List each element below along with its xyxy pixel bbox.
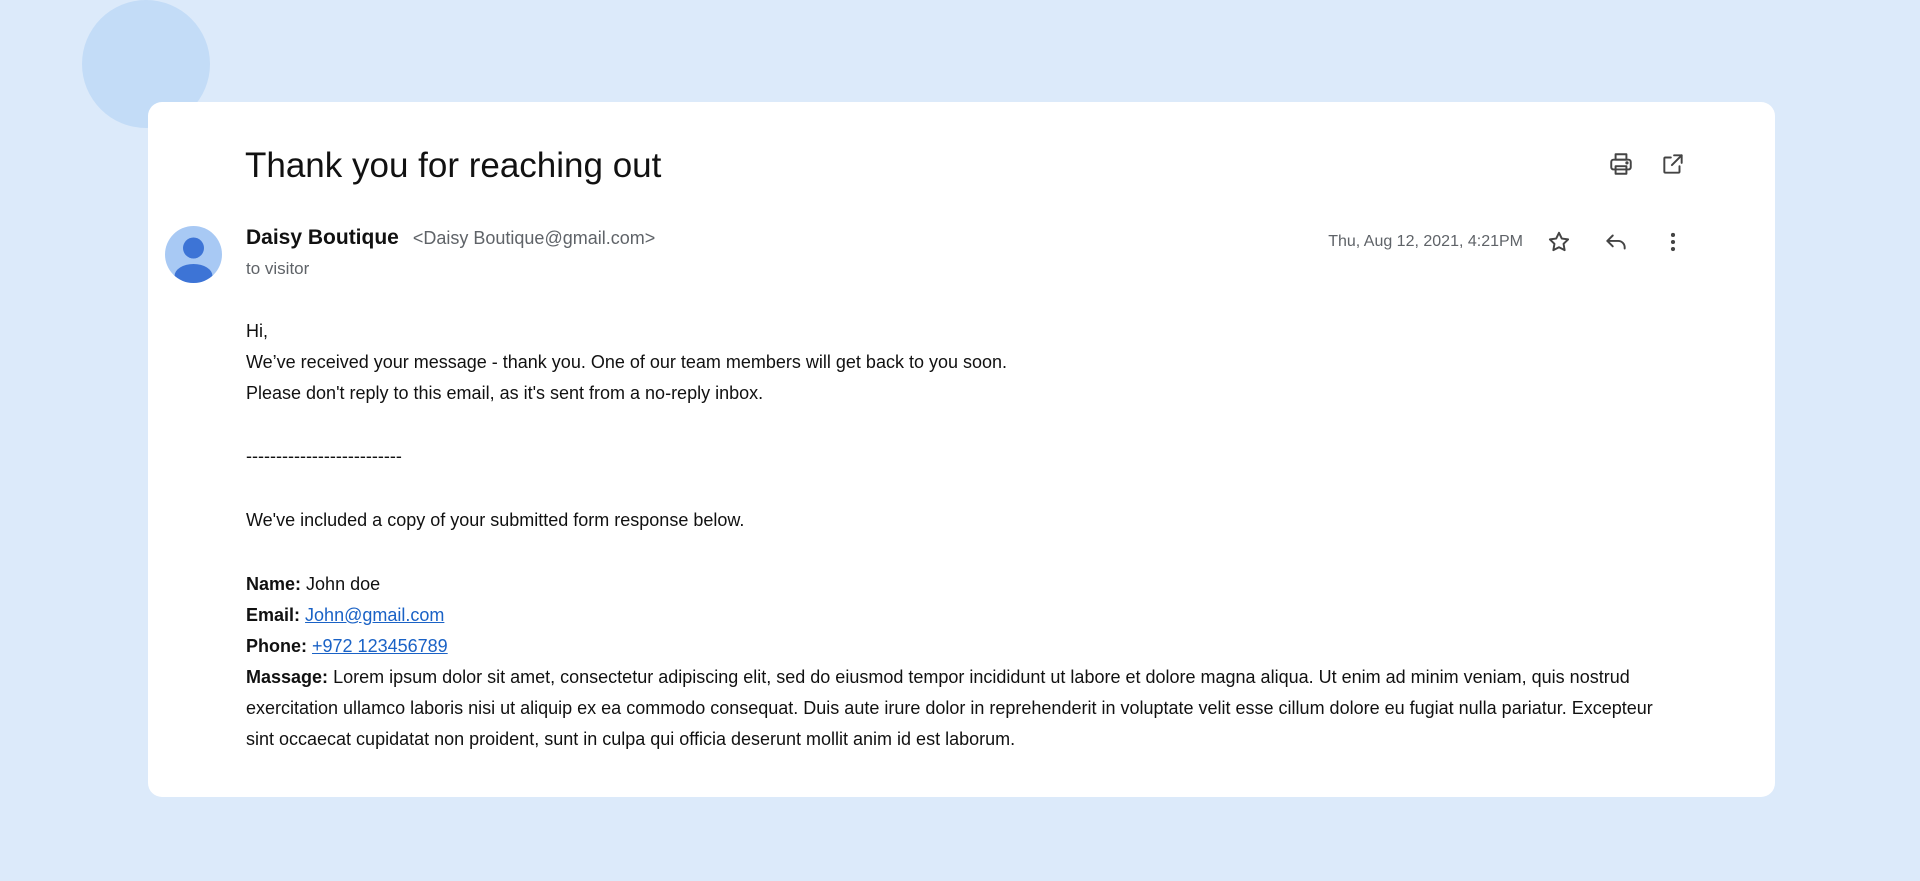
print-button[interactable]: [1607, 150, 1635, 178]
print-icon: [1608, 151, 1634, 177]
more-vertical-icon: [1660, 229, 1686, 255]
email-subject: Thank you for reaching out: [245, 146, 662, 185]
sender-name: Daisy Boutique: [246, 226, 399, 249]
reply-icon: [1603, 229, 1629, 255]
body-line: Please don't reply to this email, as it's sent from a no-reply inbox.: [246, 383, 764, 403]
divider-line: --------------------------: [246, 446, 402, 466]
open-in-new-window-button[interactable]: [1659, 150, 1687, 178]
spacer: [246, 409, 1666, 441]
recipient-line[interactable]: to visitor: [246, 259, 310, 278]
field-label: Email:: [246, 605, 301, 625]
email-body: [246, 316, 1666, 755]
spacer: [246, 536, 1666, 569]
field-value: Lorem ipsum dolor sit amet, consectetur adipiscing elit, sed do eiusmod tempor incididunt ut labore et dolore magna aliqua. Ut enim ad minim veniam, quis nostrud exercitation ullamco laboris nisi ut aliquip ex ea commodo consequat. Duis aute irure dolor in reprehenderit in voluptate velit esse cillum dolore eu fugiat nulla pariatur. Excepteur sint occaecat cupidatat non proident, sunt in culpa qui officia deserunt mollit anim id est laborum.: [246, 667, 1653, 749]
field-message: [246, 662, 1666, 755]
email-card: [148, 102, 1775, 797]
form-intro: We've included a copy of your submitted form response below.: [246, 510, 745, 530]
field-label: Name:: [246, 574, 302, 594]
field-value: John doe: [306, 574, 381, 594]
sender-line: [246, 226, 655, 250]
field-label: Massage:: [246, 667, 329, 687]
star-icon: [1546, 229, 1572, 255]
field-name: [246, 569, 1666, 600]
star-button[interactable]: [1545, 228, 1573, 256]
message-actions: [1328, 228, 1687, 256]
greeting: Hi,: [246, 321, 268, 341]
field-label: Phone:: [246, 636, 307, 656]
sender-email: <Daisy Boutique@gmail.com>: [412, 228, 656, 248]
email-timestamp: Thu, Aug 12, 2021, 4:21PM: [1328, 233, 1523, 250]
more-options-button[interactable]: [1659, 228, 1687, 256]
email-top-actions: [1607, 150, 1687, 178]
field-phone: [246, 631, 1666, 662]
spacer: [246, 472, 1666, 505]
reply-button[interactable]: [1602, 228, 1630, 256]
sender-avatar: [165, 226, 222, 283]
body-line: We’ve received your message - thank you. One of our team members will get back to you soon.: [246, 352, 1008, 372]
email-link[interactable]: John@gmail.com: [305, 605, 445, 625]
phone-link[interactable]: +972 123456789: [312, 636, 448, 656]
open-in-new-icon: [1660, 151, 1686, 177]
sender-info: [246, 226, 655, 279]
field-email: [246, 600, 1666, 631]
person-icon: [165, 226, 222, 283]
